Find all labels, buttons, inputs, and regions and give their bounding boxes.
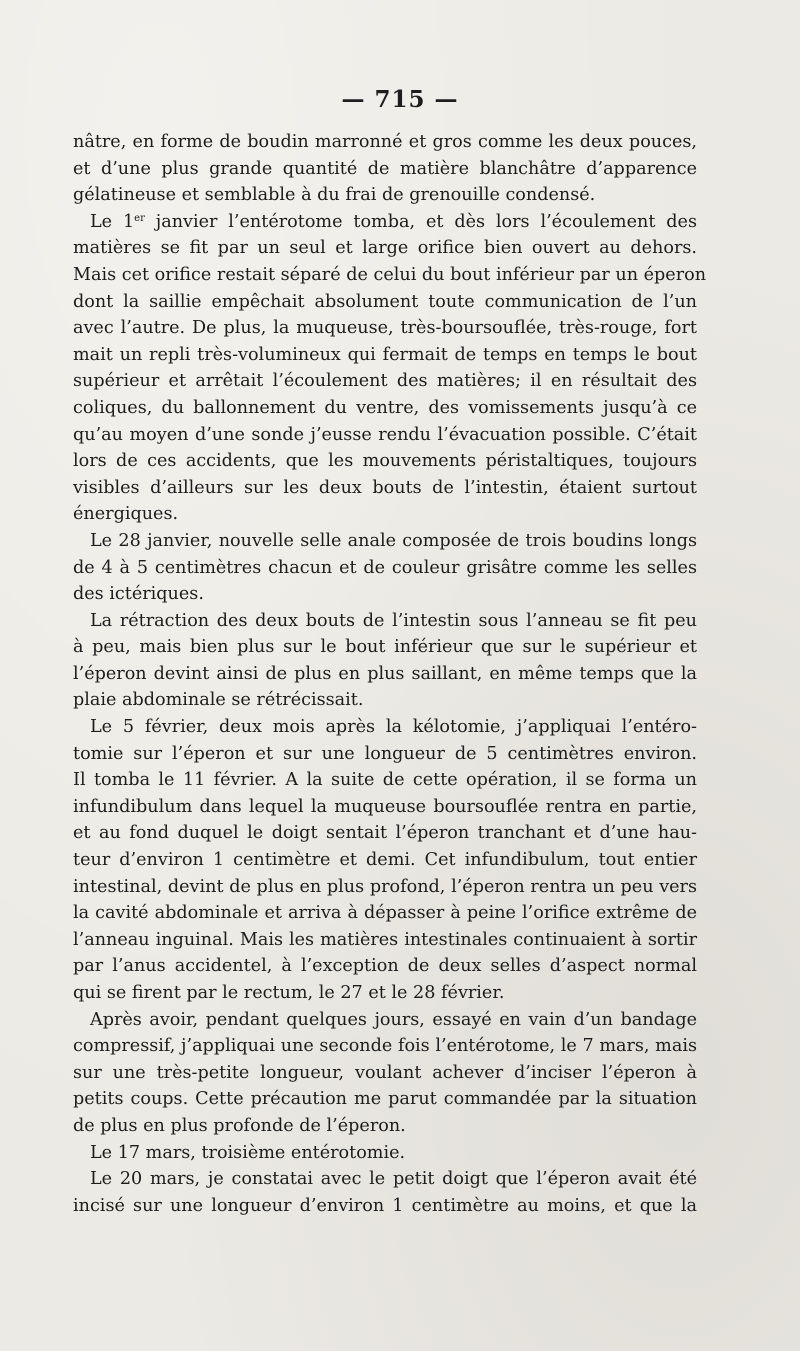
- text-line: mait un repli très-volumineux qui fermait de temps en temps le bout: [73, 344, 697, 365]
- body-text: [73, 129, 707, 1219]
- text-line: à peu, mais bien plus sur le bout inférieur que sur le supérieur et: [73, 637, 697, 658]
- text-line: Le 5 février, deux mois après la kélotomie, j’appliquai l’entéro-: [90, 717, 697, 738]
- text-line: teur d’environ 1 centimètre et demi. Cet infundibulum, tout entier: [73, 850, 697, 871]
- text-line: par l’anus accidentel, à l’exception de deux selles d’aspect normal: [73, 956, 697, 977]
- text-line: dont la saillie empêchait absolument toute communication de l’un: [73, 291, 697, 312]
- text-line: l’éperon devint ainsi de plus en plus saillant, en même temps que la: [73, 663, 697, 684]
- text-line: tomie sur l’éperon et sur une longueur de 5 centimètres environ.: [73, 743, 697, 764]
- text-line: supérieur et arrêtait l’écoulement des matières; il en résultait des: [73, 371, 697, 392]
- text-line: matières se fit par un seul et large orifice bien ouvert au dehors.: [73, 238, 697, 259]
- text-line: l’anneau inguinal. Mais les matières intestinales continuaient à sortir: [73, 929, 697, 950]
- text-line: qu’au moyen d’une sonde j’eusse rendu l’évacuation possible. C’était: [73, 424, 697, 445]
- text-line: Mais cet orifice restait séparé de celui du bout inférieur par un éperon: [73, 264, 707, 285]
- page-number: — 715 —: [341, 86, 459, 113]
- text-line: de 4 à 5 centimètres chacun et de couleur grisâtre comme les selles: [73, 557, 697, 578]
- text-line: infundibulum dans lequel la muqueuse boursouflée rentra en partie,: [73, 796, 697, 817]
- text-line: de plus en plus profonde de l’éperon.: [73, 1115, 406, 1136]
- text-line: Le 1er janvier l’entérotome tomba, et dès lors l’écoulement des: [90, 211, 697, 232]
- text-line: intestinal, devint de plus en plus profond, l’éperon rentra un peu vers: [73, 876, 697, 897]
- text-line: et au fond duquel le doigt sentait l’éperon tranchant et d’une hau-: [73, 823, 697, 844]
- text-line: La rétraction des deux bouts de l’intestin sous l’anneau se fit peu: [90, 610, 697, 631]
- text-line: incisé sur une longueur d’environ 1 centimètre au moins, et que la: [73, 1195, 697, 1216]
- text-line: petits coups. Cette précaution me parut commandée par la situation: [73, 1089, 697, 1110]
- text-line: énergiques.: [73, 504, 179, 525]
- text-line: visibles d’ailleurs sur les deux bouts de l’intestin, étaient surtout: [73, 477, 697, 498]
- text-line: qui se firent par le rectum, le 27 et le 28 février.: [73, 983, 505, 1003]
- text-line: nâtre, en forme de boudin marronné et gros comme les deux pouces,: [73, 132, 697, 152]
- text-line: sur une très-petite longueur, voulant achever d’inciser l’éperon à: [73, 1062, 697, 1083]
- text-line: Après avoir, pendant quelques jours, essayé en vain d’un bandage: [90, 1009, 697, 1030]
- text-line: gélatineuse et semblable à du frai de grenouille condensé.: [73, 185, 596, 206]
- text-line: coliques, du ballonnement du ventre, des vomissements jusqu’à ce: [73, 397, 697, 418]
- text-line: avec l’autre. De plus, la muqueuse, très-boursouflée, très-rouge, fort: [73, 318, 697, 339]
- text-line: compressif, j’appliquai une seconde fois l’entérotome, le 7 mars, mais: [73, 1036, 697, 1057]
- text-line: Le 20 mars, je constatai avec le petit doigt que l’éperon avait été: [90, 1169, 697, 1190]
- text-line: lors de ces accidents, que les mouvements péristaltiques, toujours: [73, 451, 697, 472]
- text-line: la cavité abdominale et arriva à dépasser à peine l’orifice extrême de: [73, 903, 697, 924]
- ordinal-superscript: er: [134, 212, 145, 224]
- text-line: Il tomba le 11 février. A la suite de cette opération, il se forma un: [73, 770, 697, 791]
- text-line: plaie abdominale se rétrécissait.: [73, 690, 364, 711]
- text-line: des ictériques.: [73, 584, 204, 605]
- text-line: Le 28 janvier, nouvelle selle anale composée de trois boudins longs: [90, 530, 697, 551]
- text-line: Le 17 mars, troisième entérotomie.: [90, 1142, 406, 1163]
- text-line: et d’une plus grande quantité de matière blanchâtre d’apparence: [73, 158, 697, 179]
